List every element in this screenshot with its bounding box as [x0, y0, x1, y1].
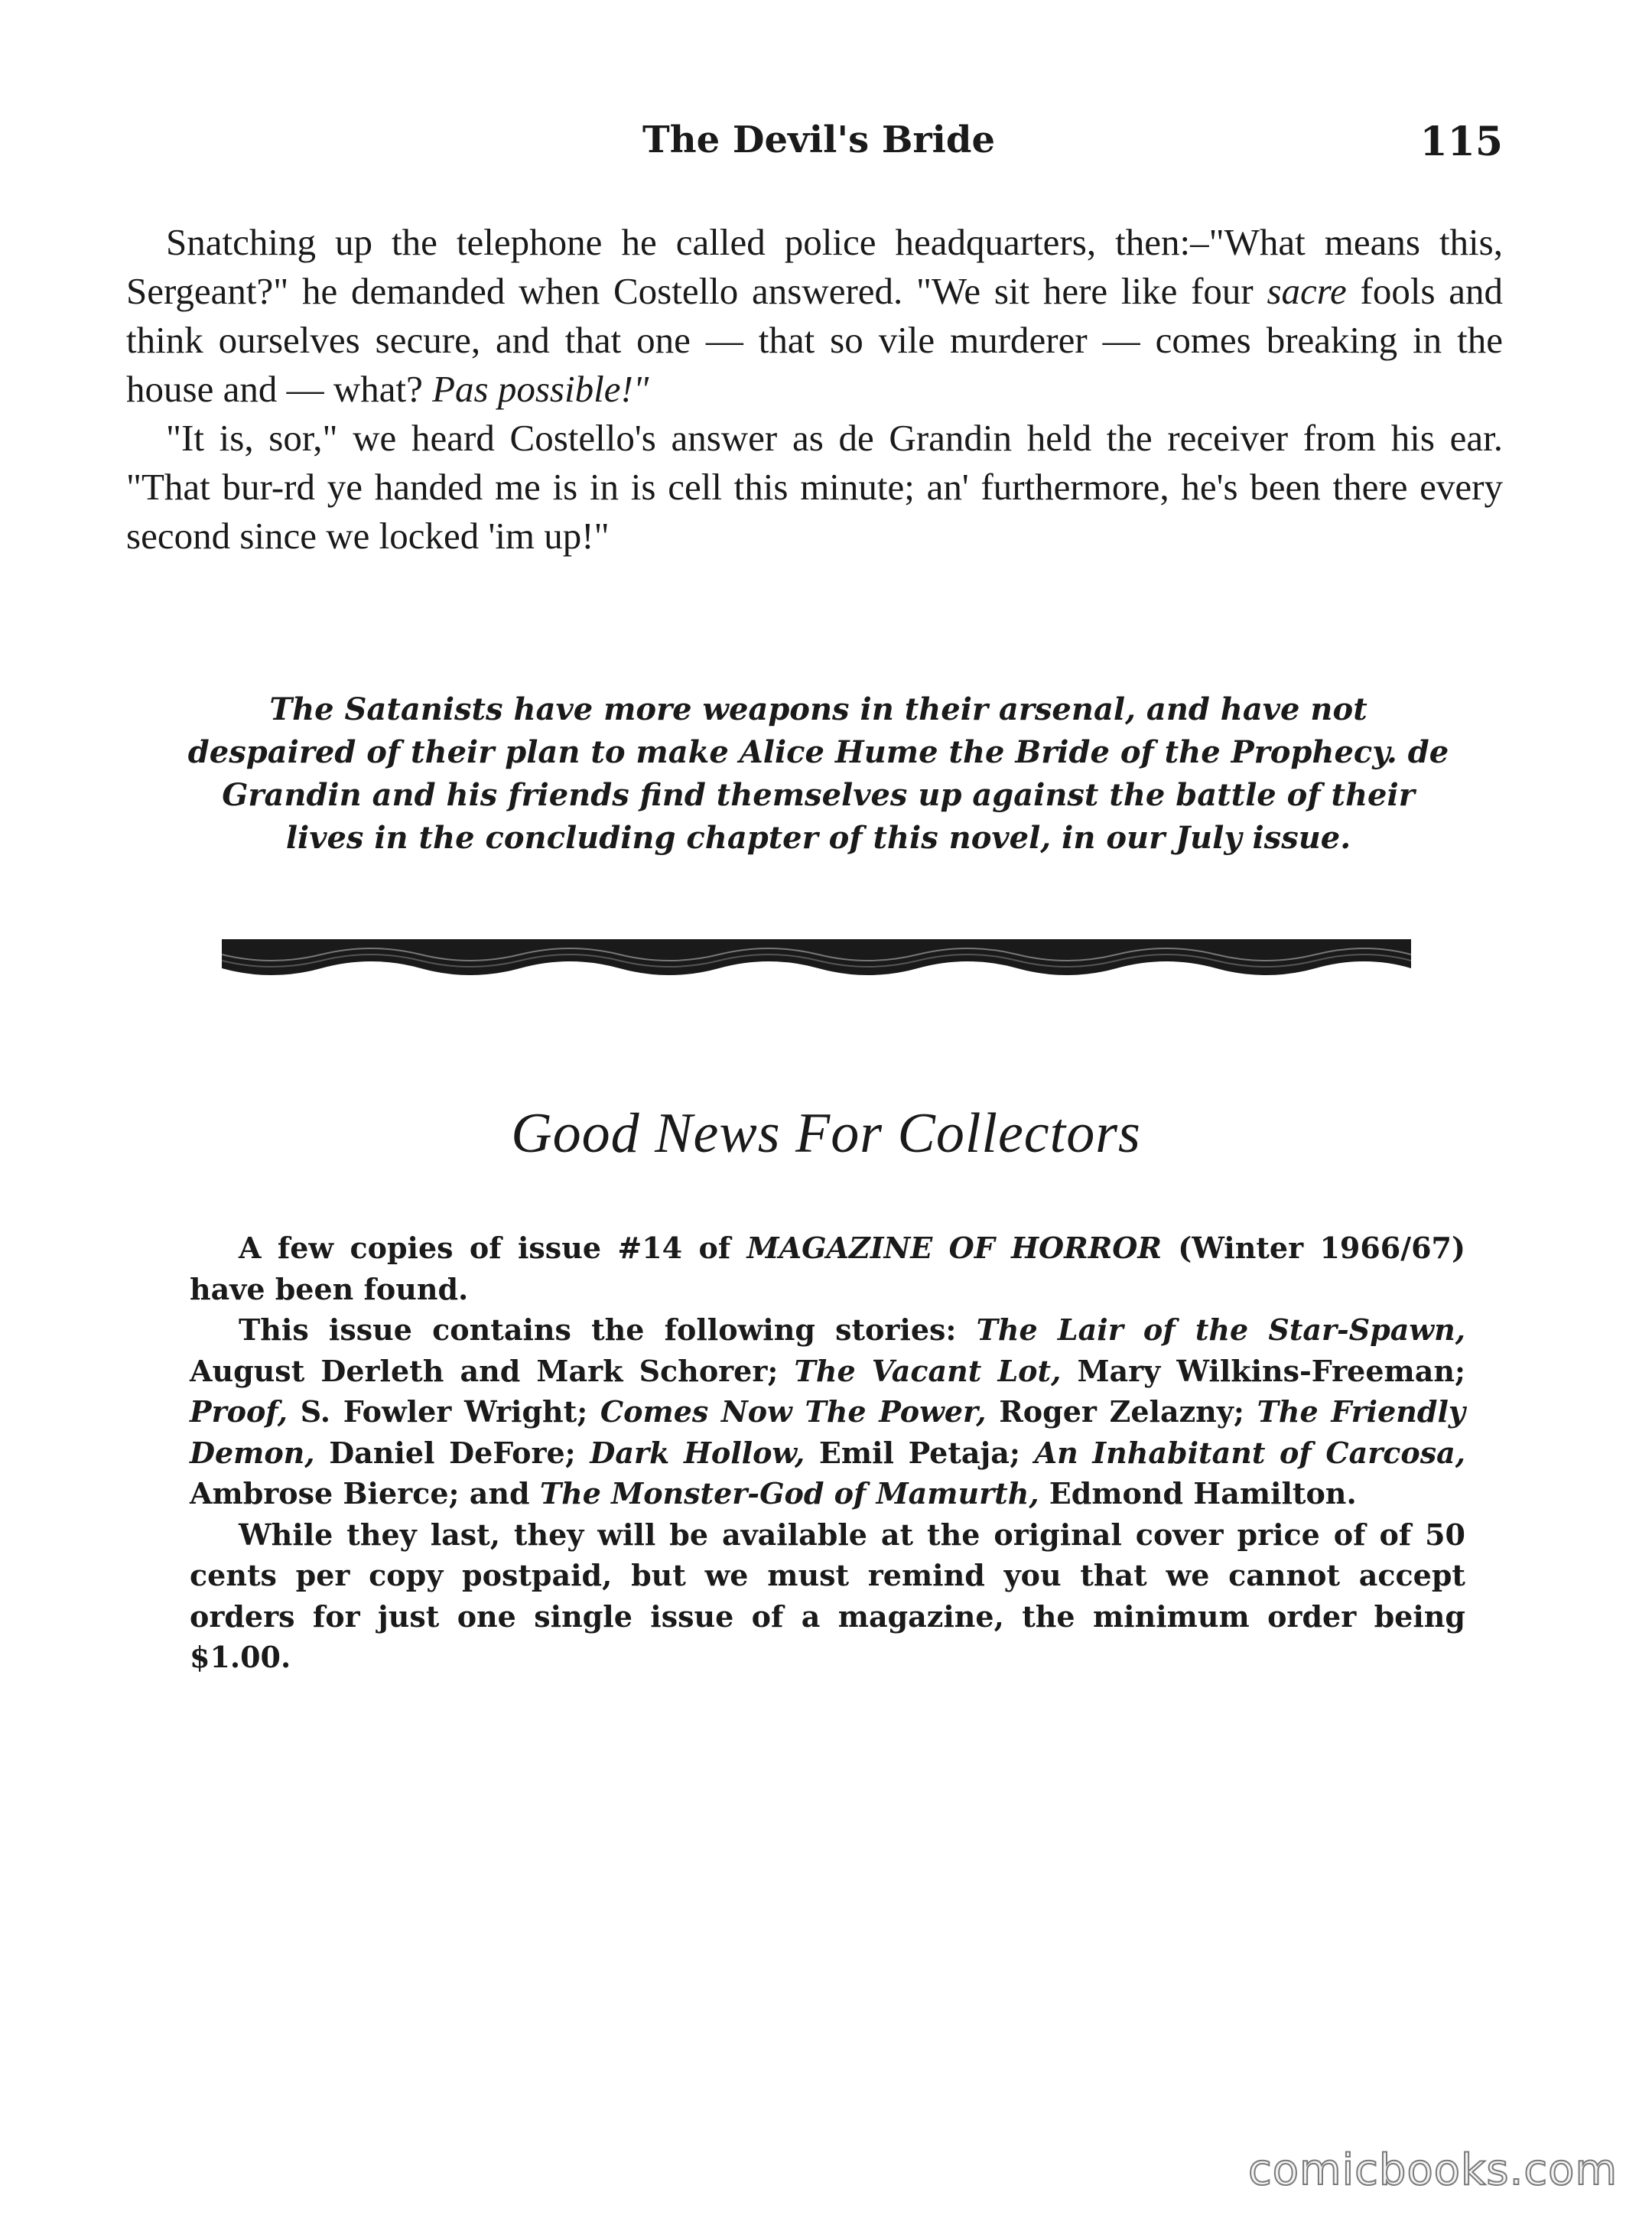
story-text [126, 218, 1503, 561]
story-title: Dark Hollow, [590, 1435, 805, 1470]
story-title: The Monster-God of Mamurth, [539, 1476, 1039, 1511]
notice-text-run: (Winter 1966/67) have been found. [190, 1231, 1465, 1306]
section-title: Good News For Collectors [511, 1102, 1141, 1165]
notice-text-run: Edmond Hamilton. [1039, 1476, 1357, 1511]
story-title: The Friendly Demon, [190, 1394, 1466, 1470]
notice-text-run: S. Fowler Wright; [288, 1394, 600, 1429]
story-title: The Vacant Lot, [794, 1353, 1062, 1388]
notice-paragraph [190, 1228, 1465, 1309]
page-number: 115 [1419, 119, 1503, 165]
notice-text-run: Mary Wilkins-Freeman; [1061, 1353, 1465, 1388]
notice-paragraph [190, 1309, 1465, 1514]
notice-text-run: Emil Petaja; [805, 1435, 1035, 1470]
notice-text-run: Roger Zelazny; [986, 1394, 1257, 1429]
magazine-title: MAGAZINE OF HORROR [746, 1231, 1162, 1265]
notice-text-run: Ambrose Bierce; and [190, 1476, 540, 1511]
italic-phrase: Pas possible!" [432, 368, 649, 410]
italic-word: sacre [1267, 270, 1347, 312]
story-paragraph: "It is, sor," we heard Costello's answer as de Grandin held the receiver from his ear. "That bur-rd ye handed me is in is cell this minute; an' furthermore, he's been there every second since we locked 'im up!" [126, 417, 1503, 557]
notice-text-run: This issue contains the following stories: [239, 1312, 977, 1347]
story-title: Comes Now The Power, [600, 1394, 987, 1429]
collectors-notice [190, 1228, 1465, 1678]
notice-paragraph: While they last, they will be available at the original cover price of of 50 cents per copy postpaid, but we must remind you that we cannot accept orders for just one single issue of a magazine, the minimum order being $1.00. [190, 1517, 1465, 1674]
notice-text-run: Daniel DeFore; [314, 1435, 590, 1470]
wavy-divider [222, 939, 1411, 985]
story-title: An Inhabitant of Carcosa, [1034, 1435, 1465, 1470]
story-text-run: fools and think ourselves secure, and that one — that so vile murderer — comes breaking in the house and — what? [126, 270, 1504, 410]
next-issue-blurb: The Satanists have more weapons in their arsenal, and have not despaired of their plan to make Alice Hume the Bride of the Prophecy. de Grandin and his friends find themselves up against the battle of their lives in the concluding chapter of this novel, in our July issue. [187, 691, 1449, 856]
page-header [126, 119, 1503, 180]
running-title: The Devil's Bride [642, 119, 996, 161]
notice-text-run: A few copies of issue #14 of [239, 1231, 747, 1265]
story-text-run: Snatching up the telephone he called police headquarters, then:–"What means this, Sergeant?" he demanded when Costello answered. "We sit here like four [126, 221, 1503, 312]
story-title: Proof, [190, 1394, 288, 1429]
watermark: comicbooks.com [1247, 2145, 1618, 2195]
notice-text-run: August Derleth and Mark Schorer; [190, 1353, 795, 1388]
story-paragraph [126, 218, 1503, 414]
story-title: The Lair of the Star-Spawn, [976, 1312, 1465, 1347]
